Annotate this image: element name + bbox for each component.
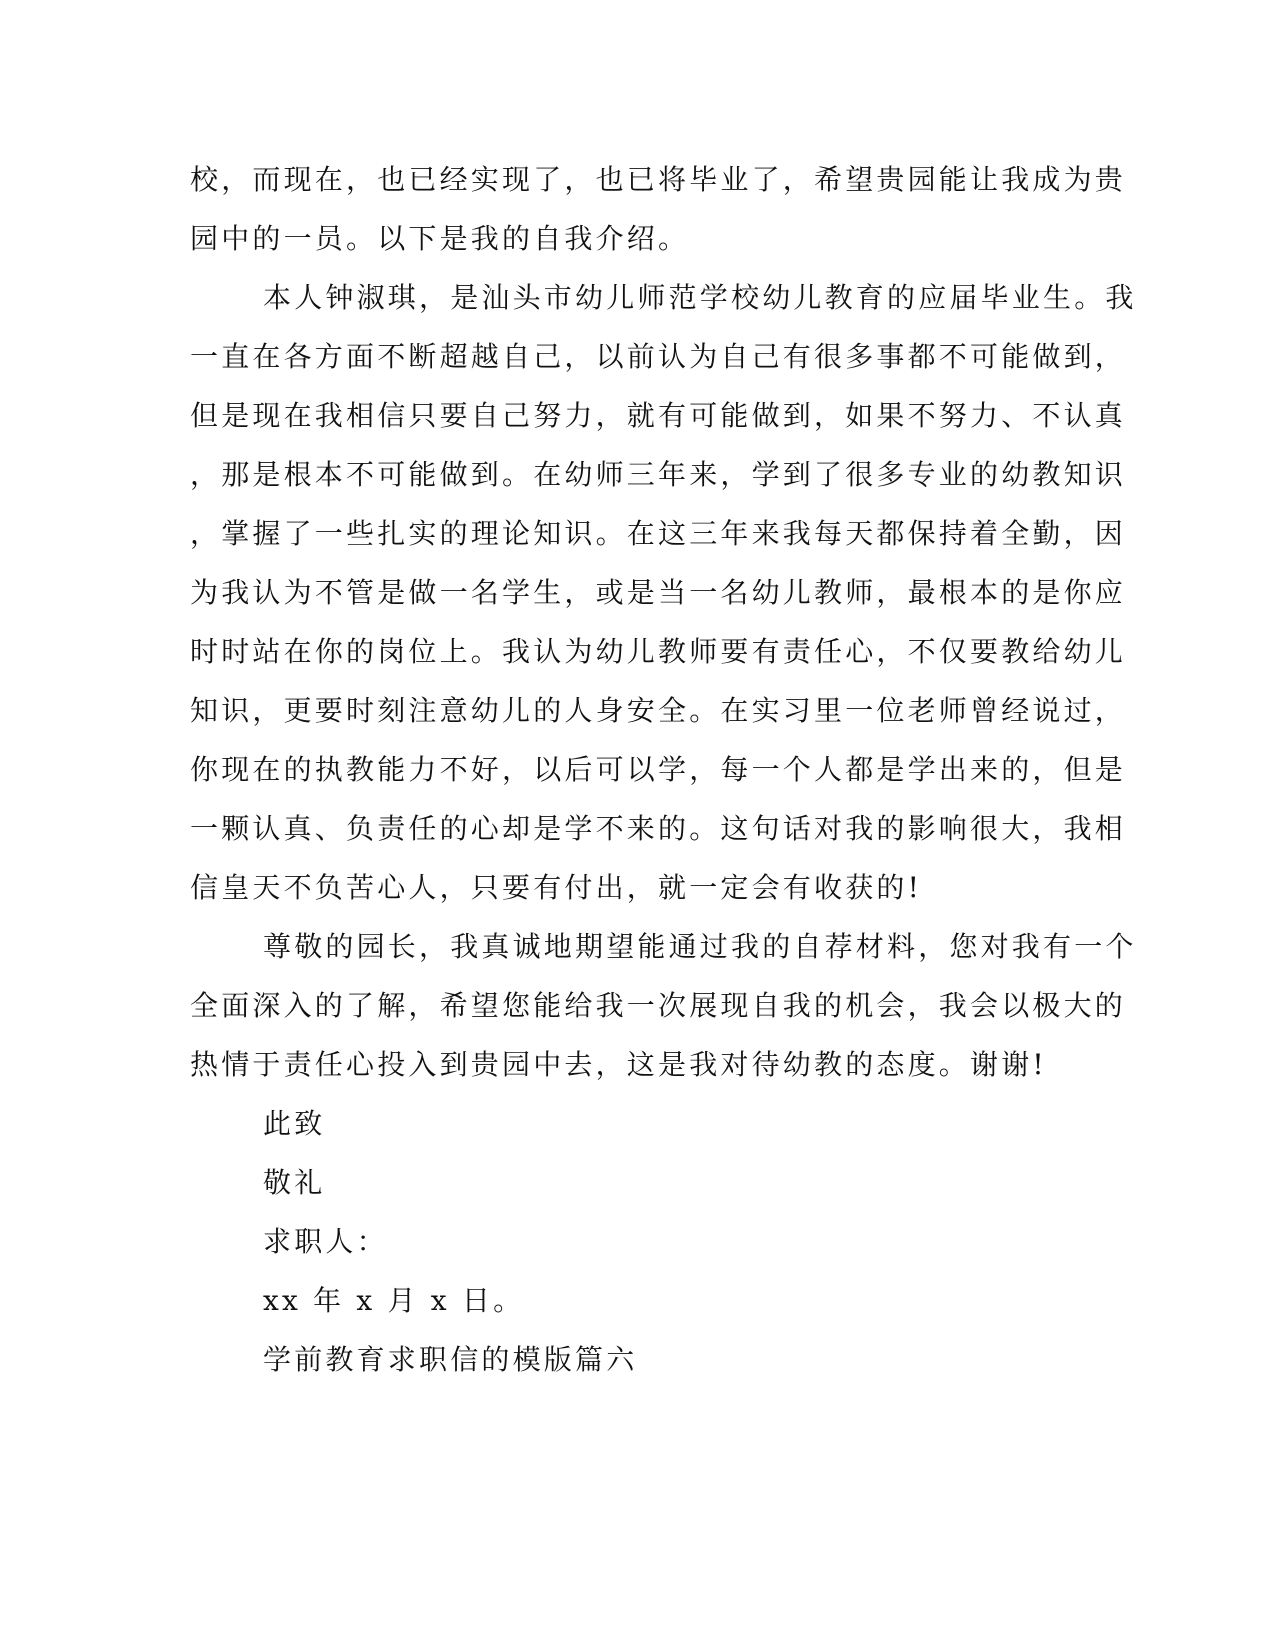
next-section-heading: 学前教育求职信的模版篇六 xyxy=(263,1343,638,1376)
closing-regards: 敬礼 xyxy=(263,1166,326,1199)
paragraph-2-line-3: 但是现在我相信只要自己努力，就有可能做到，如果不努力、不认真 xyxy=(190,399,1127,432)
paragraph-3-line-2: 全面深入的了解，希望您能给我一次展现自我的机会，我会以极大的 xyxy=(190,989,1127,1022)
paragraph-2-line-1: 本人钟淑琪，是汕头市幼儿师范学校幼儿教育的应届毕业生。我 xyxy=(263,281,1137,314)
paragraph-2-line-8: 知识，更要时刻注意幼儿的人身安全。在实习里一位老师曾经说过， xyxy=(190,694,1127,727)
paragraph-2-line-4: ，那是根本不可能做到。在幼师三年来，学到了很多专业的幼教知识 xyxy=(190,458,1127,491)
paragraph-2-line-6: 为我认为不管是做一名学生，或是当一名幼儿教师，最根本的是你应 xyxy=(190,576,1127,609)
paragraph-1-line-2: 园中的一员。以下是我的自我介绍。 xyxy=(190,222,690,255)
paragraph-2-line-11: 信皇天不负苦心人，只要有付出，就一定会有收获的! xyxy=(190,871,923,904)
paragraph-2-line-2: 一直在各方面不断超越自己，以前认为自己有很多事都不可能做到， xyxy=(190,340,1127,373)
paragraph-3-line-1: 尊敬的园长，我真诚地期望能通过我的自荐材料，您对我有一个 xyxy=(263,930,1137,963)
letter-date: xx 年 x 月 x 日。 xyxy=(263,1284,525,1317)
paragraph-2-line-10: 一颗认真、负责任的心却是学不来的。这句话对我的影响很大，我相 xyxy=(190,812,1127,845)
paragraph-2-line-7: 时时站在你的岗位上。我认为幼儿教师要有责任心，不仅要教给幼儿 xyxy=(190,635,1127,668)
paragraph-1-line-1: 校，而现在，也已经实现了，也已将毕业了，希望贵园能让我成为贵 xyxy=(190,163,1127,196)
paragraph-2-line-9: 你现在的执教能力不好，以后可以学，每一个人都是学出来的，但是 xyxy=(190,753,1127,786)
closing-salutation: 此致 xyxy=(263,1107,326,1140)
paragraph-3-line-3: 热情于责任心投入到贵园中去，这是我对待幼教的态度。谢谢! xyxy=(190,1048,1047,1081)
signature-label: 求职人： xyxy=(263,1225,388,1258)
paragraph-2-line-5: ，掌握了一些扎实的理论知识。在这三年来我每天都保持着全勤，因 xyxy=(190,517,1127,550)
